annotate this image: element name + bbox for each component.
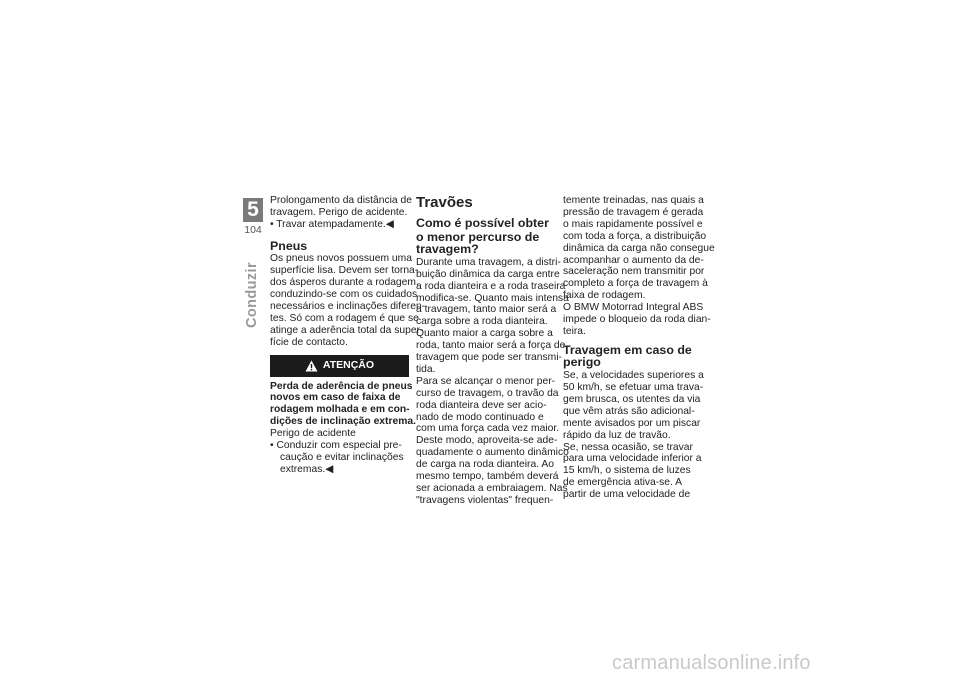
warning-banner: [270, 355, 409, 377]
page-number: 104: [244, 224, 262, 236]
warning-text-bold: Perda de aderência de pneus: [270, 380, 413, 392]
section-heading-pneus: Pneus: [270, 238, 308, 253]
warning-label: ATENÇÃO: [322, 358, 375, 371]
text-line: rápido da luz de travão.: [563, 429, 671, 441]
text-line: tida.: [416, 363, 436, 375]
bullet-item: • Travar atempadamente.◀: [270, 218, 394, 230]
text-line: temente treinadas, nas quais a: [563, 195, 704, 206]
text-line: dinâmica da carga não consegue: [563, 242, 715, 254]
text-line: Prolongamento da distância de: [270, 195, 412, 206]
text-line: a travagem, tanto maior será a: [416, 304, 557, 316]
warning-text: Perigo de acidente: [270, 428, 356, 440]
text-line: modifica-se. Quanto mais intensa: [416, 292, 569, 304]
text-line: de emergência ativa-se. A: [563, 477, 683, 489]
text-line: Se, a velocidades superiores a: [563, 370, 704, 382]
bullet-item: • Conduzir com especial pre-: [270, 440, 402, 452]
text-line: para uma velocidade inferior a: [563, 453, 702, 465]
text-line: com toda a força, a distribuição: [563, 230, 707, 242]
text-line: que vêm atrás são adicional-: [563, 405, 695, 417]
text-line: roda dianteira deve ser acio-: [416, 399, 547, 411]
text-line: travagem que pode ser transmi-: [416, 352, 562, 364]
text-line: 50 km/h, se efetuar uma trava-: [563, 381, 704, 393]
text-line: Durante uma travagem, a distri-: [416, 256, 561, 268]
text-line: travagem. Perigo de acidente.: [270, 206, 408, 218]
text-line: a roda dianteira e a roda traseira: [416, 280, 566, 292]
warning-text-bold: dições de inclinação extrema.: [270, 416, 416, 428]
text-line: curso de travagem, o travão da: [416, 387, 559, 399]
text-line: Os pneus novos possuem uma: [270, 253, 412, 265]
text-line: ser acionada a embraiagem. Nas: [416, 483, 568, 494]
text-line: com uma força cada vez maior.: [416, 423, 560, 435]
text-line: buição dinâmica da carga entre: [416, 268, 560, 280]
text-line: superfície lisa. Devem ser torna-: [270, 265, 419, 277]
text-line: tes. Só com a rodagem é que se: [270, 312, 419, 324]
text-line: partir de uma velocidade de: [563, 489, 691, 501]
section-heading-travoes: Travões: [416, 194, 473, 211]
text-line: roda, tanto maior será a força de: [416, 340, 566, 352]
text-line: o mais rapidamente possível e: [563, 218, 703, 230]
text-line: necessários e inclinações diferen-: [270, 300, 426, 312]
text-line: carga sobre a roda dianteira.: [416, 316, 548, 328]
warning-text-bold: rodagem molhada e em con-: [270, 404, 410, 416]
bullet-item-continued: caução e evitar inclinações: [280, 452, 404, 463]
text-line: completo a força de travagem à: [563, 278, 708, 290]
subheading-line: travagem?: [416, 242, 479, 257]
subheading-line: o menor percurso de: [416, 229, 540, 244]
text-line: O BMW Motorrad Integral ABS: [563, 302, 704, 314]
subheading-line: perigo: [563, 355, 601, 370]
text-line: saceleração nem transmitir por: [563, 266, 705, 278]
text-line: "travagens violentas" frequen-: [416, 494, 554, 506]
subheading-line: Travagem em caso de: [563, 342, 692, 357]
chapter-title: Conduzir: [244, 261, 260, 328]
text-line: quadamente o aumento dinâmico: [416, 447, 569, 459]
text-line: acompanhar o aumento da de-: [563, 254, 704, 266]
bullet-item-continued: extremas.◀: [280, 463, 334, 475]
text-line: fície de contacto.: [270, 336, 348, 348]
text-line: Deste modo, aproveita-se ade-: [416, 435, 558, 447]
text-line: de carga na roda dianteira. Ao: [416, 459, 554, 471]
warning-text-bold: novos em caso de faixa de: [270, 392, 401, 404]
text-line: atinge a aderência total da super-: [270, 324, 424, 336]
text-line: gem brusca, os utentes da via: [563, 393, 701, 405]
text-line: teira.: [563, 325, 586, 337]
text-line: pressão de travagem é gerada: [563, 206, 704, 218]
text-line: faixa de rodagem.: [563, 290, 646, 302]
text-line: mente avisados por um piscar: [563, 417, 701, 429]
column-2: [416, 194, 569, 507]
text-line: nado de modo continuado e: [416, 411, 544, 423]
text-line: mesmo tempo, também deverá: [416, 471, 559, 483]
chapter-number: 5: [243, 198, 263, 222]
text-line: dos ásperos durante a rodagem,: [270, 277, 419, 289]
text-line: conduzindo-se com os cuidados: [270, 289, 418, 301]
text-line: 15 km/h, o sistema de luzes: [563, 465, 691, 477]
text-line: Para se alcançar o menor per-: [416, 375, 556, 387]
column-3: [563, 195, 715, 501]
text-line: Se, nessa ocasião, se travar: [563, 441, 693, 453]
text-line: impede o bloqueio da roda dian-: [563, 314, 711, 326]
subheading-line: Como é possível obter: [416, 216, 549, 230]
watermark: carmanualsonline.info: [612, 652, 811, 674]
warning-icon: [305, 360, 318, 372]
text-line: Quanto maior a carga sobre a: [416, 328, 553, 340]
